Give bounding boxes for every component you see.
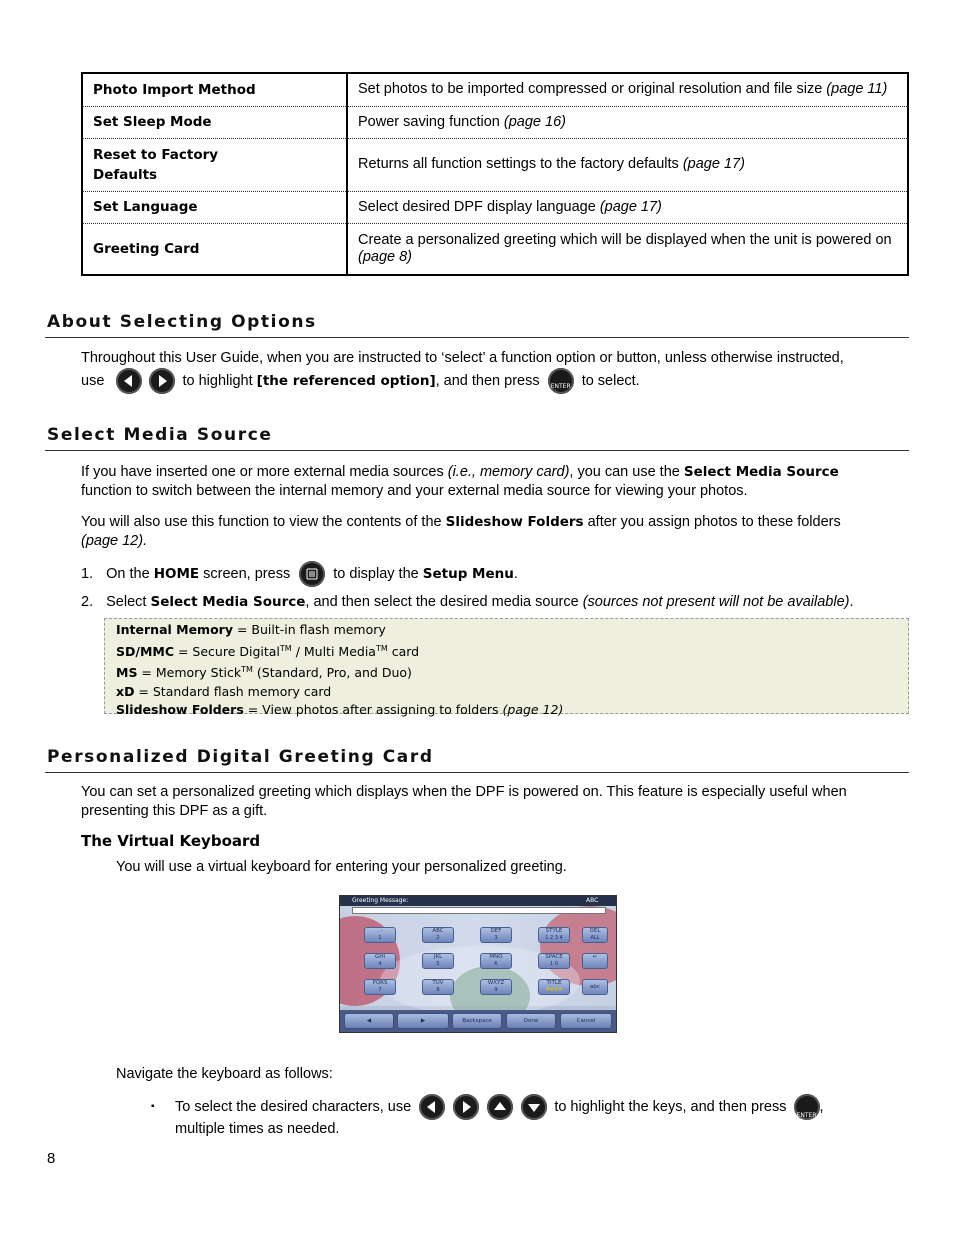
row-label: Photo Import Method <box>82 73 347 106</box>
key-sub: 7 <box>378 987 382 993</box>
greeting-message-label: Greeting Message: <box>352 897 409 904</box>
note-line <box>116 683 908 702</box>
row-label: Set Sleep Mode <box>82 106 347 138</box>
text: to display the <box>333 566 423 582</box>
text: Slideshow Folders <box>445 514 584 530</box>
page-number: 8 <box>47 1150 56 1167</box>
text: xD <box>116 683 135 699</box>
key-label: TITLE <box>546 980 562 986</box>
subheading-virtual-keyboard: The Virtual Keyboard <box>81 832 261 850</box>
key[interactable] <box>364 927 396 943</box>
text: / Multi Media <box>291 643 376 659</box>
keyboard-title-bar <box>340 896 616 906</box>
right-arrow-icon <box>149 368 175 394</box>
text: screen, press <box>199 566 291 582</box>
text: On the <box>106 566 154 582</box>
key[interactable] <box>538 953 570 969</box>
section-heading-media: Select Media Source <box>47 425 273 445</box>
mode-label: ABC <box>586 897 599 904</box>
key[interactable] <box>422 927 454 943</box>
section-divider <box>45 772 909 773</box>
text: Select Media Source <box>150 594 306 610</box>
desc-text: Select desired DPF display language <box>358 198 596 215</box>
keyboard-intro: You will use a virtual keyboard for entering your personalized greeting. <box>116 859 567 875</box>
row-label: Set Language <box>82 191 347 223</box>
key-sub: 1 0 <box>550 961 558 967</box>
text: after you assign photos to these folders <box>583 514 841 530</box>
bullet-item-continued: multiple times as needed. <box>175 1121 340 1137</box>
row-desc <box>347 191 908 223</box>
text: to highlight the keys, and then press <box>554 1099 787 1115</box>
key[interactable] <box>364 979 396 995</box>
trademark: TM <box>375 643 388 653</box>
greeting-input[interactable] <box>352 907 606 914</box>
desc-text: Create a personalized greeting which will be displayed when the unit is powered on <box>358 231 892 248</box>
key-label: JKL <box>433 954 443 960</box>
trademark: TM <box>241 665 253 675</box>
cancel-key[interactable]: Cancel <box>560 1013 612 1029</box>
note-line <box>116 621 908 640</box>
key-sub: 1 <box>378 935 382 941</box>
left-arrow-icon <box>419 1094 445 1120</box>
text: function to switch between the internal memory and your external media source for viewing your photos. <box>81 483 748 499</box>
media-step-1 <box>81 561 909 587</box>
text: HOME <box>153 566 200 582</box>
section-divider <box>45 450 909 451</box>
row-desc <box>347 106 908 138</box>
row-desc <box>347 73 908 106</box>
page-ref: (page 17) <box>599 198 662 215</box>
text: = Standard flash memory card <box>134 683 332 699</box>
table-row <box>82 138 908 191</box>
key-sub: 9 <box>494 987 498 993</box>
key-sub: 6 <box>494 961 498 967</box>
right-arrow-key[interactable]: ▶ <box>397 1013 449 1029</box>
left-arrow-icon <box>116 368 142 394</box>
key-label: . - <box>377 928 383 934</box>
enter-label: ENTER <box>796 1112 817 1120</box>
text: Select Media Source <box>683 464 839 480</box>
text: (i.e., memory card) <box>447 464 570 480</box>
bullet-icon: ▪ <box>151 1101 155 1112</box>
key-label: STYLE <box>545 928 563 934</box>
down-arrow-icon <box>521 1094 547 1120</box>
trademark: TM <box>279 643 292 653</box>
row-label: Greeting Card <box>82 223 347 275</box>
key-label: WXYZ <box>487 980 505 986</box>
text: (sources not present will not be available) <box>582 594 850 610</box>
key[interactable] <box>422 953 454 969</box>
about-to-highlight: to highlight <box>182 372 253 389</box>
key-sub: 4 <box>378 961 382 967</box>
key[interactable] <box>480 953 512 969</box>
about-line1: Throughout this User Guide, when you are instructed to ‘select’ a function option or button, unless otherwise instructed, <box>81 350 844 366</box>
key-sub: 1 2 3 4 <box>545 935 563 941</box>
text: = Built-in flash memory <box>232 622 386 637</box>
section-heading-greeting: Personalized Digital Greeting Card <box>47 747 434 767</box>
text: SD/MMC <box>116 643 174 659</box>
key-label: GHI <box>374 954 386 960</box>
key-label: ↵ <box>592 954 598 960</box>
table-row <box>82 106 908 138</box>
row-desc <box>347 223 908 275</box>
text: You will also use this function to view the contents of the <box>81 514 446 530</box>
text: = Secure Digital <box>174 643 280 659</box>
done-key[interactable]: Done <box>506 1013 556 1029</box>
media-types-note <box>104 618 909 718</box>
key-label: PQRS <box>372 980 388 986</box>
key-sub: 2 <box>436 935 440 941</box>
key[interactable] <box>538 927 570 943</box>
text: (page 12) <box>502 702 564 718</box>
key-label: MNO <box>489 954 503 960</box>
text: card <box>387 643 420 659</box>
text: . <box>849 594 854 610</box>
enter-icon <box>548 368 574 394</box>
settings-table <box>81 72 909 276</box>
key-label: TUV <box>432 980 444 986</box>
enter-key[interactable] <box>582 953 608 969</box>
key-sub: #### <box>545 987 563 993</box>
step-number: 2. <box>81 594 94 610</box>
text: = View photos after assigning to folders <box>243 702 503 718</box>
media-step-2 <box>81 593 909 612</box>
key[interactable] <box>582 927 608 943</box>
text: , you can use the <box>569 464 684 480</box>
row-label: Reset to Factory Defaults <box>82 138 347 191</box>
note-line <box>116 661 908 683</box>
media-paragraph-1 <box>81 463 909 501</box>
desc-text: Set photos to be imported compressed or original resolution and file size <box>358 81 823 98</box>
key-label: SPACE <box>545 954 563 960</box>
key-sub: 3 <box>494 935 498 941</box>
key[interactable] <box>422 979 454 995</box>
enter-label: ENTER <box>550 383 571 390</box>
enter-icon <box>794 1094 820 1120</box>
section-heading-about: About Selecting Options <box>47 312 317 332</box>
note-line <box>116 640 908 662</box>
key-label: DEL <box>589 928 601 934</box>
text: Internal Memory <box>116 622 233 637</box>
text: , <box>819 1099 824 1115</box>
text: = Memory Stick <box>137 665 242 681</box>
text: Slideshow Folders <box>116 702 244 718</box>
key-sub: ALL <box>590 935 600 941</box>
up-arrow-icon <box>487 1094 513 1120</box>
about-use: use <box>81 372 105 389</box>
table-row <box>82 73 908 106</box>
about-then-press: , and then press <box>435 372 540 389</box>
key[interactable] <box>480 927 512 943</box>
about-to-select: to select. <box>581 372 640 389</box>
key-sub: 8 <box>436 987 440 993</box>
page-ref: (page 16) <box>503 113 566 130</box>
menu-icon <box>299 561 325 587</box>
key-label: DEF <box>490 928 502 934</box>
navigate-text: Navigate the keyboard as follows: <box>116 1066 333 1082</box>
text: , and then select the desired media source <box>305 594 583 610</box>
key[interactable] <box>364 953 396 969</box>
backspace-key[interactable]: Backspace <box>452 1013 502 1029</box>
media-paragraph-2 <box>81 513 909 551</box>
table-row <box>82 191 908 223</box>
left-arrow-key[interactable]: ◀ <box>344 1013 394 1029</box>
key-label: abc <box>590 984 600 990</box>
desc-text: Power saving function <box>358 113 500 130</box>
text: Select <box>106 594 151 610</box>
key[interactable] <box>582 979 608 995</box>
text: Setup Menu <box>422 566 514 582</box>
text: (Standard, Pro, and Duo) <box>252 665 412 681</box>
text: If you have inserted one or more external media sources <box>81 464 448 480</box>
page-ref: (page 11) <box>826 81 888 98</box>
row-desc <box>347 138 908 191</box>
text: To select the desired characters, use <box>175 1099 412 1115</box>
step-number: 1. <box>81 566 94 582</box>
key-label: ABC <box>432 928 444 934</box>
note-line <box>116 701 908 720</box>
text: (page 12). <box>81 533 148 549</box>
text: . <box>513 566 518 582</box>
section-divider <box>45 337 909 338</box>
page-ref: (page 8) <box>358 248 413 265</box>
page-ref: (page 17) <box>682 156 745 172</box>
virtual-keyboard-image <box>339 895 617 1033</box>
text: MS <box>116 665 138 681</box>
table-row <box>82 223 908 275</box>
greeting-paragraph: You can set a personalized greeting which displays when the DPF is powered on. This feature is especially useful when presenting this DPF as a gift. <box>81 784 847 819</box>
about-referenced: [the referenced option] <box>256 372 436 389</box>
key[interactable] <box>538 979 570 995</box>
desc-text: Returns all function settings to the factory defaults <box>358 156 679 172</box>
right-arrow-icon <box>453 1094 479 1120</box>
key-sub: 5 <box>436 961 440 967</box>
key[interactable] <box>480 979 512 995</box>
about-paragraph <box>81 349 909 394</box>
bullet-item <box>175 1094 895 1120</box>
